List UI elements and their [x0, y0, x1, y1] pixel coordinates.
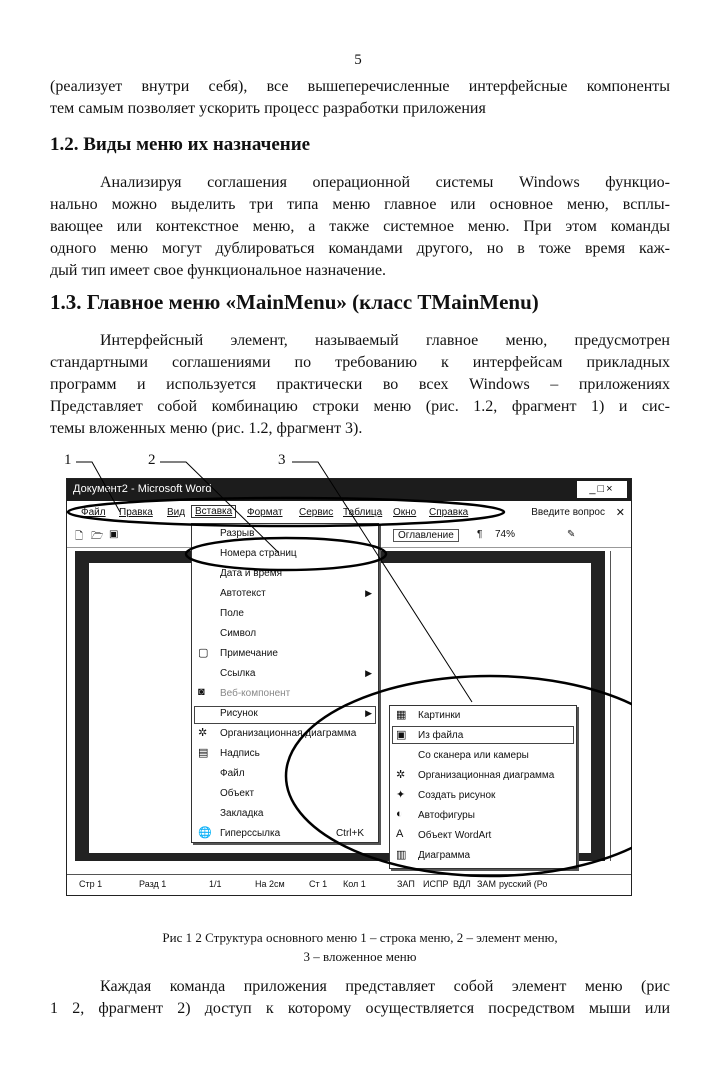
status-trk: ИСПР: [423, 879, 449, 889]
from-file-icon: ▣: [396, 729, 407, 741]
caption-line: Рис 1 2 Структура основного меню 1 – строка меню, 2 – элемент меню,: [162, 930, 558, 945]
new-doc-icon[interactable]: 🗋: [75, 531, 84, 542]
menu-item-field[interactable]: Поле: [220, 608, 244, 619]
callout-2: 2: [148, 452, 156, 468]
window-controls[interactable]: _□×: [577, 481, 627, 498]
menu-item-symbol[interactable]: Символ: [220, 628, 257, 639]
callout-1: 1: [64, 452, 72, 468]
submenu-item-scanner[interactable]: Со сканера или камеры: [418, 750, 529, 761]
hyperlink-icon: 🌐: [198, 827, 212, 839]
wordart-icon: A: [396, 828, 404, 840]
status-section: Разд 1: [139, 879, 167, 889]
menu-item-picture[interactable]: Рисунок: [220, 708, 258, 719]
menu-item-org-chart[interactable]: Организационная диаграмма: [220, 728, 357, 739]
autoshapes-icon: ◐: [396, 808, 403, 820]
hyperlink-shortcut: Ctrl+K: [335, 828, 364, 839]
close-icon[interactable]: ✕: [615, 507, 625, 519]
open-icon[interactable]: 🗁: [91, 531, 104, 542]
menu-item-date-time[interactable]: Дата и время: [220, 568, 283, 579]
menu-item-hyperlink[interactable]: Гиперссылка: [220, 828, 281, 839]
menu-item-autotext[interactable]: Автотекст: [220, 588, 266, 599]
menu-item-web-component[interactable]: Веб-компонент: [220, 688, 291, 699]
menu-item-comment[interactable]: Примечание: [220, 648, 278, 659]
save-icon[interactable]: ▣: [109, 529, 119, 540]
status-language: русский (Ро: [499, 879, 548, 889]
text-line: дый тип имеет свое функциональное назначение.: [50, 262, 387, 279]
comment-icon: ▢: [198, 647, 209, 659]
menu-file[interactable]: Файл: [81, 507, 106, 518]
new-drawing-icon: ✦: [396, 789, 406, 801]
submenu-item-clipart[interactable]: Картинки: [418, 710, 461, 721]
leader-line-1: [76, 462, 120, 512]
text-line: Интерфейсный элемент, называемый главное меню, предусмотрен: [100, 332, 670, 349]
org-chart-icon: ✲: [198, 727, 208, 739]
menu-window[interactable]: Окно: [393, 507, 417, 518]
status-col: Кол 1: [343, 879, 366, 889]
status-at: На 2см: [255, 879, 285, 889]
status-pages: 1/1: [209, 879, 222, 889]
submenu-item-new-drawing[interactable]: Создать рисунок: [418, 790, 496, 801]
web-component-icon: ◙: [198, 686, 205, 698]
submenu-arrow-icon: ▶: [365, 588, 372, 598]
outline-button[interactable]: Оглавление: [393, 529, 459, 542]
status-rec: ЗАП: [397, 879, 415, 889]
callout-3: 3: [278, 452, 286, 468]
page-number: 5: [354, 52, 362, 68]
submenu-item-autoshapes[interactable]: Автофигуры: [418, 810, 475, 821]
heading-1-3: 1.3. Главное меню «MainMenu» (класс TMainMenu): [50, 290, 539, 314]
status-ext: ВДЛ: [453, 879, 471, 889]
menu-item-file[interactable]: Файл: [220, 768, 245, 779]
submenu-arrow-icon: ▶: [365, 708, 372, 718]
text-line: темы вложенных меню (рис. 1.2, фрагмент 3).: [50, 420, 363, 437]
submenu-item-wordart[interactable]: Объект WordArt: [418, 830, 492, 841]
menu-tools[interactable]: Сервис: [299, 507, 334, 518]
menu-table[interactable]: Таблица: [343, 507, 383, 518]
figure-caption: [50, 928, 670, 966]
paragraph-mark-icon[interactable]: ¶: [477, 529, 483, 540]
menu-item-bookmark[interactable]: Закладка: [220, 808, 264, 819]
text-box-icon: ▤: [198, 747, 209, 759]
text-line: вающее или контекстное меню, а также системное меню. При этом команды: [50, 218, 670, 235]
leader-line-3: [292, 462, 472, 702]
text-line: стандартными соглашениями по требованию к интерфейсам прикладных: [50, 354, 670, 371]
chart-icon: ▥: [396, 849, 407, 861]
menu-item-break[interactable]: Разрыв: [220, 528, 255, 539]
text-line: Каждая команда приложения представляет собой элемент меню (рис: [100, 978, 670, 995]
paragraph-closing: [50, 976, 670, 1020]
text-line: Представляет собой комбинацию строки меню (рис. 1.2, фрагмент 1) и сис-: [50, 398, 670, 415]
submenu-item-org-chart[interactable]: Организационная диаграмма: [418, 770, 555, 781]
menu-view[interactable]: Вид: [167, 507, 186, 518]
org-chart-icon: ✲: [396, 769, 406, 781]
submenu-item-from-file[interactable]: Из файла: [418, 730, 464, 741]
text-line: программ и используется практически во всех Windows – приложениях: [50, 376, 670, 393]
submenu-arrow-icon: ▶: [365, 668, 372, 678]
caption-line: 3 – вложенное меню: [303, 949, 417, 964]
menu-item-page-numbers[interactable]: Номера страниц: [220, 548, 297, 559]
leader-line-2: [160, 462, 278, 552]
zoom-select[interactable]: 74%: [495, 529, 516, 540]
text-line: (реализует внутри себя), все вышеперечисленные интерфейсные компоненты: [50, 78, 670, 95]
menu-item-text-box[interactable]: Надпись: [220, 748, 260, 759]
status-line: Ст 1: [309, 879, 328, 889]
text-line: Анализируя соглашения операционной системы Windows функцио-: [100, 174, 670, 191]
text-line: нально можно выделить три типа меню главное или основное меню, всплы-: [50, 196, 670, 213]
menu-insert[interactable]: Вставка: [191, 505, 236, 518]
submenu-item-chart[interactable]: Диаграмма: [418, 850, 471, 861]
menu-item-reference[interactable]: Ссылка: [220, 668, 256, 679]
text-line: одного меню могут дублироваться командами другого, но в тоже время каж-: [50, 240, 670, 257]
heading-1-2: 1.2. Виды меню их назначение: [50, 134, 311, 155]
text-line: 1 2, фрагмент 2) доступ к которому осуществляется посредством мыши или: [50, 1000, 670, 1017]
menu-item-object[interactable]: Объект: [220, 788, 255, 799]
window-title: Документ2 - Microsoft Word: [73, 483, 212, 495]
menu-edit[interactable]: Правка: [119, 507, 153, 518]
menu-help[interactable]: Справка: [429, 507, 469, 518]
status-ovr: ЗАМ: [477, 879, 496, 889]
menu-format[interactable]: Формат: [247, 507, 283, 518]
pen-icon[interactable]: ✎: [567, 529, 576, 540]
text-line: тем самым позволяет ускорить процесс разработки приложения: [50, 100, 486, 117]
status-page: Стр 1: [79, 879, 103, 889]
clipart-icon: ▦: [396, 709, 407, 721]
help-question-box[interactable]: Введите вопрос: [531, 507, 605, 518]
